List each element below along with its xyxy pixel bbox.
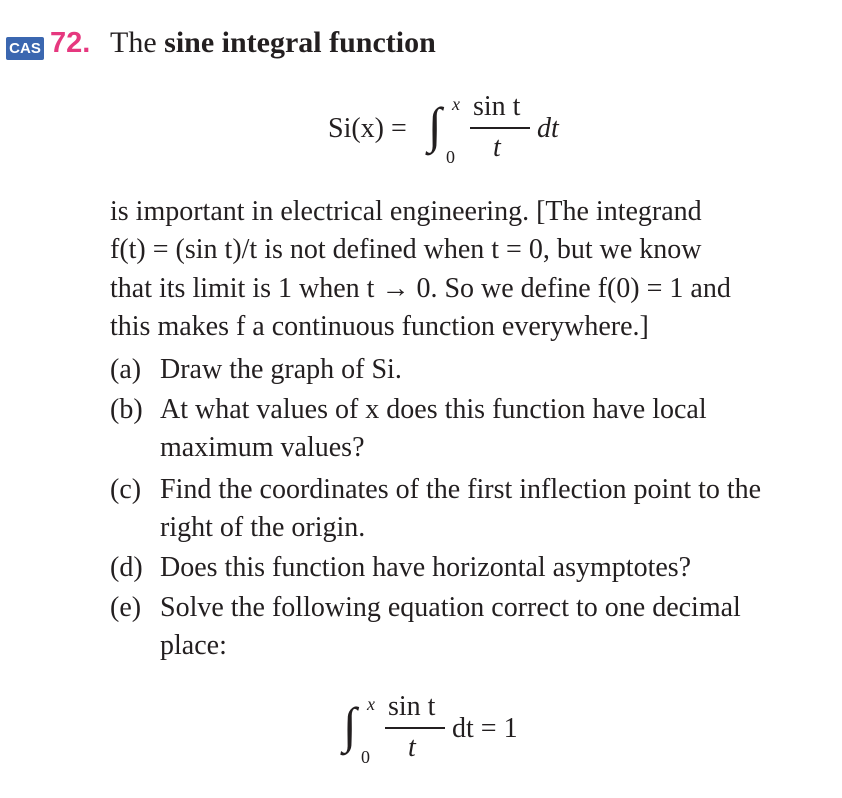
part-text: Draw the graph of Si. bbox=[160, 354, 402, 385]
integral-upper-limit: x bbox=[367, 694, 375, 714]
integral-lower-limit: 0 bbox=[446, 147, 455, 167]
integral-lower-limit: 0 bbox=[361, 747, 370, 767]
fraction-bar bbox=[385, 727, 445, 729]
fraction-denominator: t bbox=[493, 132, 501, 163]
title-bold: sine integral function bbox=[164, 26, 436, 59]
problem-number: 72. bbox=[50, 27, 91, 59]
part-label: (b) bbox=[110, 394, 143, 425]
fraction-numerator: sin t bbox=[473, 91, 521, 122]
part-c-continuation: right of the origin. bbox=[160, 512, 366, 543]
part-text: Find the coordinates of the first inflection point to the bbox=[160, 474, 762, 505]
part-e-continuation: place: bbox=[160, 630, 227, 661]
part-text: At what values of x does this function have local bbox=[160, 394, 707, 425]
integral-upper-limit: x bbox=[452, 94, 460, 114]
equation-rhs: dt = 1 bbox=[452, 713, 518, 744]
paragraph-line: f(t) = (sin t)/t is not defined when t = 0, but we know bbox=[110, 234, 702, 266]
part-text: Does this function have horizontal asymptotes? bbox=[160, 552, 692, 583]
part-label: (d) bbox=[110, 552, 143, 583]
integral-sign: ∫ bbox=[343, 697, 357, 753]
part-label: (e) bbox=[110, 592, 142, 623]
fraction-numerator: sin t bbox=[388, 691, 436, 722]
part-b-continuation: maximum values? bbox=[160, 432, 365, 463]
part-label: (c) bbox=[110, 474, 142, 505]
paragraph-line: this makes f a continuous function everywhere.] bbox=[110, 311, 649, 343]
paragraph-line: that its limit is 1 when t → 0. So we define f(0) = 1 and bbox=[110, 272, 731, 304]
title-prefix: The bbox=[110, 26, 157, 59]
integral-sign: ∫ bbox=[428, 97, 442, 153]
part-text: Solve the following equation correct to one decimal bbox=[160, 592, 741, 623]
fraction-denominator: t bbox=[408, 732, 416, 763]
formula-lhs: Si(x) = bbox=[328, 113, 407, 144]
paragraph-line: is important in electrical engineering. [The integrand bbox=[110, 196, 702, 227]
part-label: (a) bbox=[110, 354, 142, 385]
formula-differential: dt bbox=[537, 113, 559, 144]
cas-badge: CAS bbox=[6, 37, 44, 60]
